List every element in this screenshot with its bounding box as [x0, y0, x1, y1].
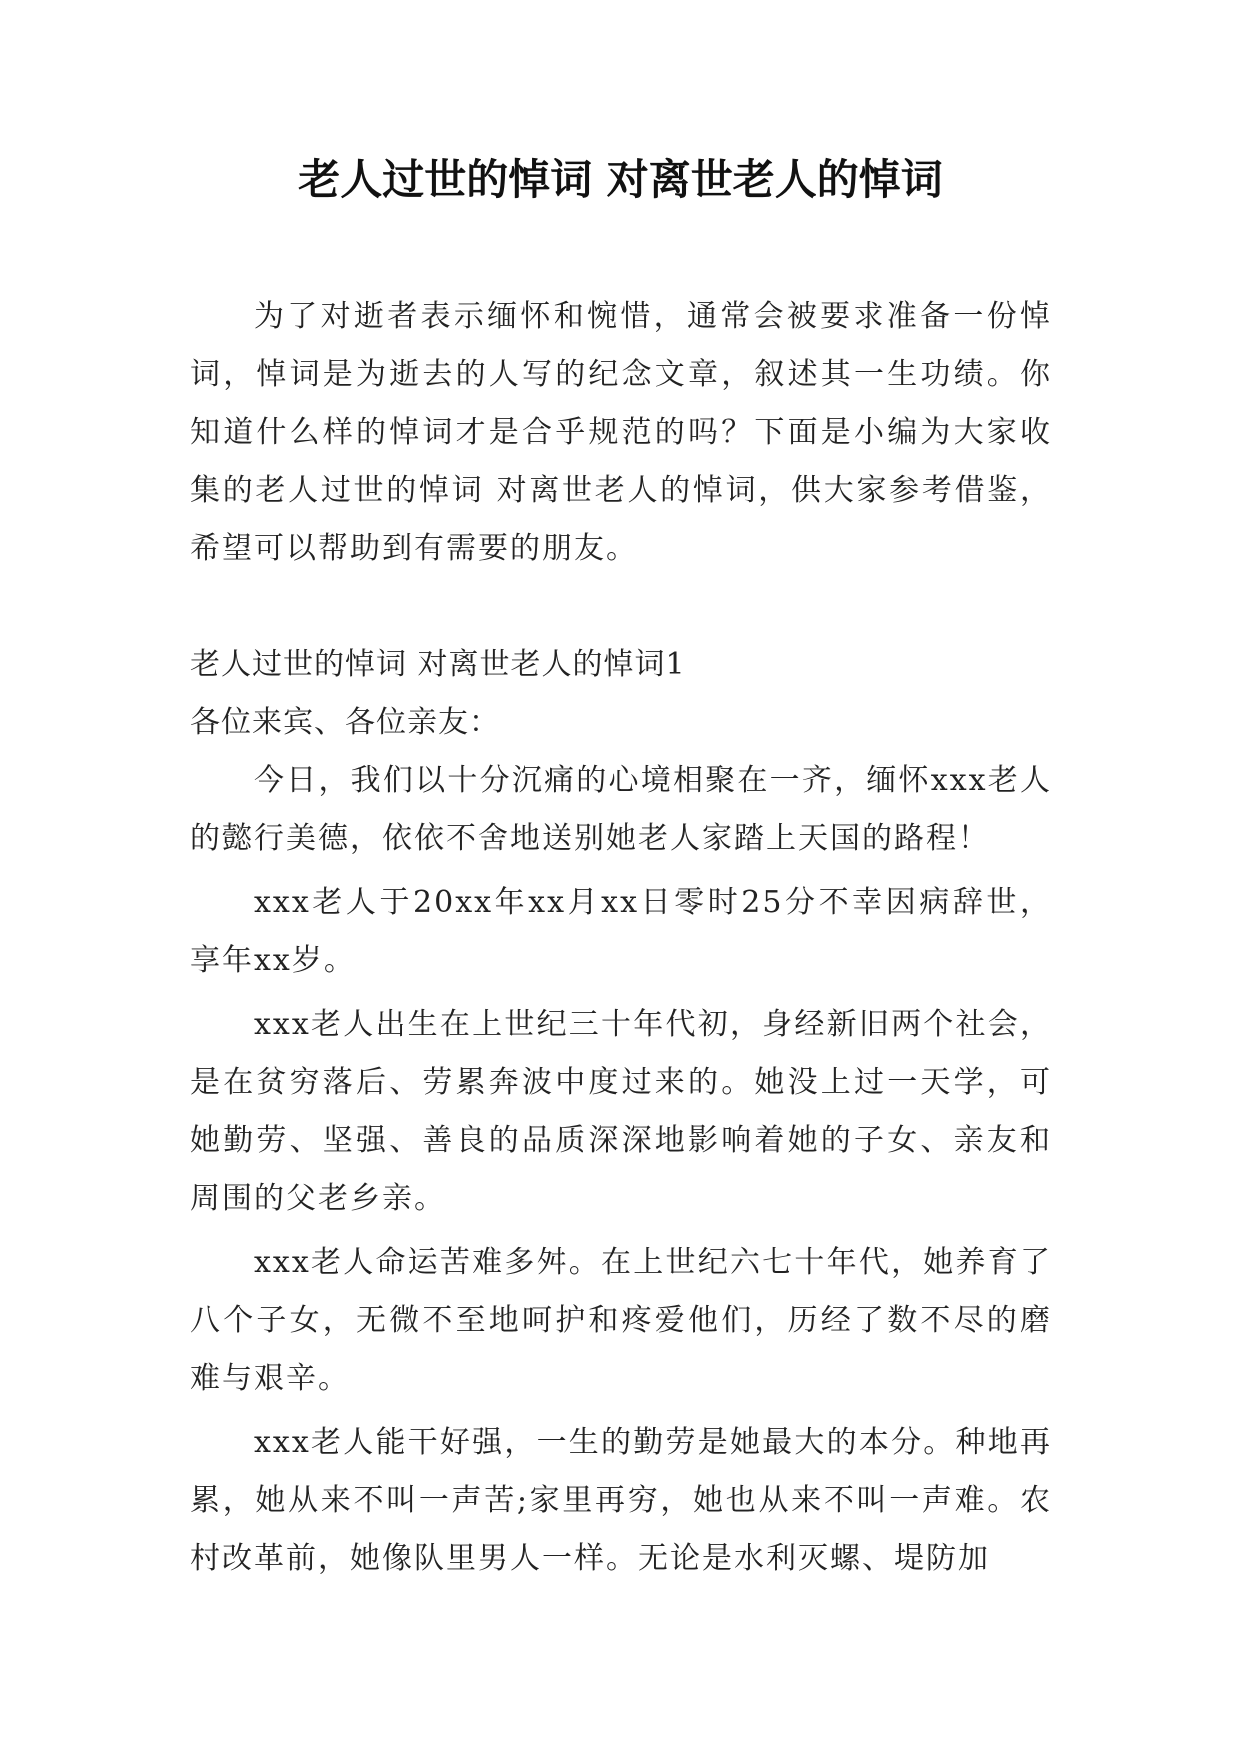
body-paragraph: xxx老人出生在上世纪三十年代初，身经新旧两个社会，是在贫穷落后、劳累奔波中度过来的。她没上过一天学，可她勤劳、坚强、善良的品质深深地影响着她的子女、亲友和周围的父老乡亲。 [190, 1007, 1052, 1216]
document-title: 老人过世的悼词 对离世老人的悼词 [298, 155, 943, 204]
body-paragraph: xxx老人于20xx年xx月xx日零时25分不幸因病辞世，享年xx岁。 [190, 885, 1052, 978]
body-paragraph: xxx老人命运苦难多舛。在上世纪六七十年代，她养育了八个子女，无微不至地呵护和疼爱他们，历经了数不尽的磨难与艰辛。 [190, 1245, 1052, 1396]
document-body [190, 288, 1052, 1588]
salutation: 各位来宾、各位亲友： [190, 705, 500, 740]
body-paragraph: 今日，我们以十分沉痛的心境相聚在一齐，缅怀xxx老人的懿行美德，依依不舍地送别她老人家踏上天国的路程！ [190, 763, 1052, 856]
body-paragraph: xxx老人能干好强，一生的勤劳是她最大的本分。种地再累，她从来不叫一声苦;家里再穷，她也从来不叫一声难。农村改革前，她像队里男人一样。无论是水利灭螺、堤防加 [190, 1425, 1052, 1576]
intro-paragraph: 为了对逝者表示缅怀和惋惜，通常会被要求准备一份悼词，悼词是为逝去的人写的纪念文章，叙述其一生功绩。你知道什么样的悼词才是合乎规范的吗？下面是小编为大家收集的老人过世的悼词 对离世老人的悼词，供大家参考借鉴，希望可以帮助到有需要的朋友。 [190, 299, 1052, 566]
section-heading: 老人过世的悼词 对离世老人的悼词1 [190, 647, 686, 682]
